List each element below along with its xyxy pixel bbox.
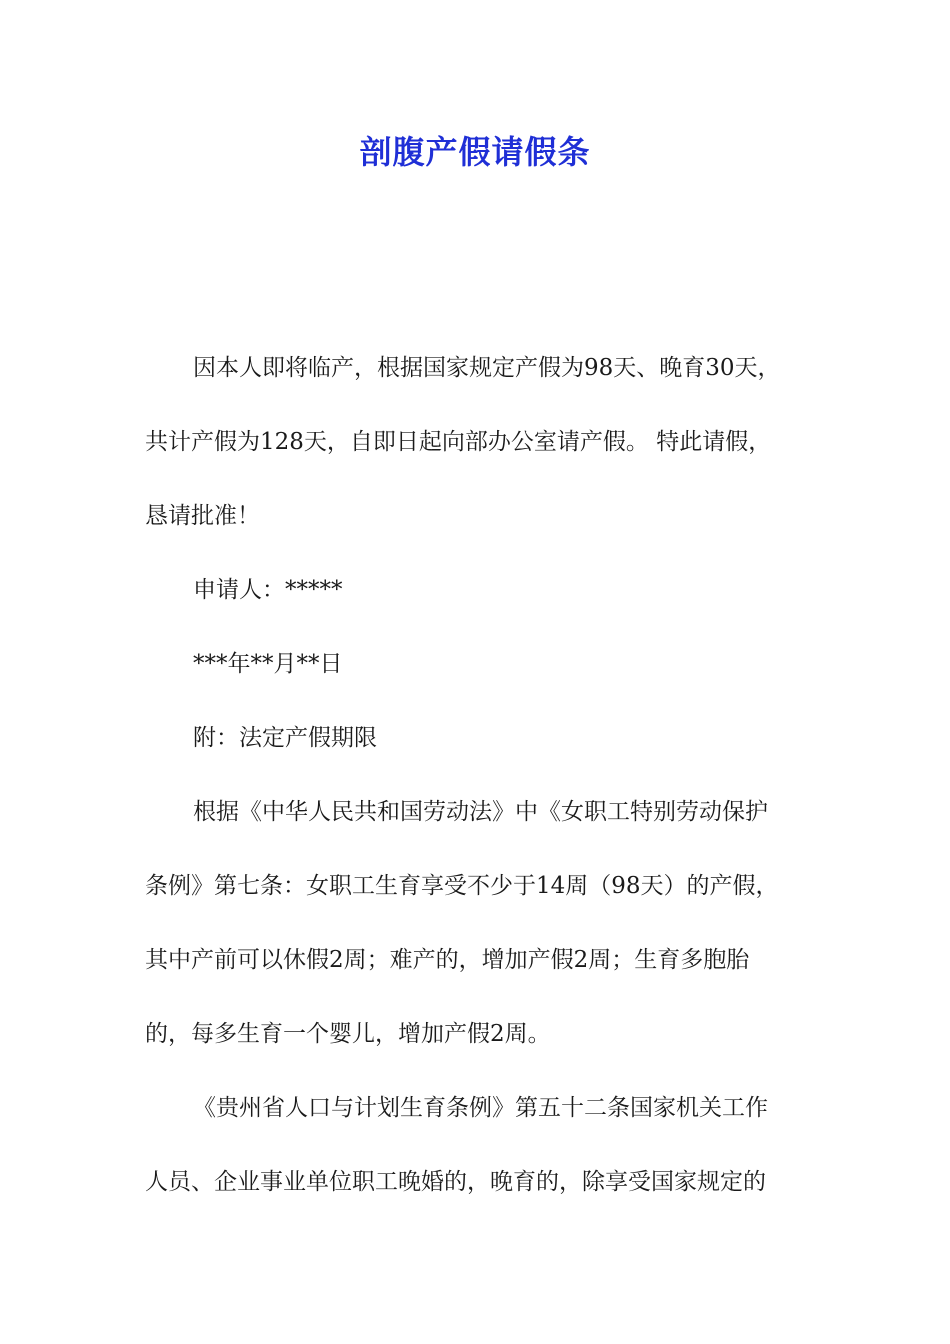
law-clause-line-4: 的，每多生育一个婴儿，增加产假2周。 <box>145 1021 551 1047</box>
province-clause-line-1: 《贵州省人口与计划生育条例》第五十二条国家机关工作 <box>193 1095 768 1121</box>
document-body <box>145 331 825 1219</box>
attachment-heading: 附：法定产假期限 <box>193 725 377 751</box>
request-line-1: 因本人即将临产，根据国家规定产假为98天、晚育30天， <box>193 355 781 381</box>
province-clause-paragraph <box>145 1071 825 1219</box>
province-clause-line-2: 人员、企业事业单位职工晚婚的，晚育的，除享受国家规定的 <box>145 1169 766 1195</box>
request-line-2: 共计产假为128天，自即日起向部办公室请产假。 特此请假， <box>145 429 772 455</box>
request-paragraph <box>145 331 825 553</box>
request-line-3: 恳请批准！ <box>145 503 260 529</box>
law-clause-paragraph <box>145 775 825 1071</box>
date-line: ***年**月**日 <box>193 651 343 677</box>
document-title: 剖腹产假请假条 <box>359 133 591 171</box>
law-clause-line-2: 条例》第七条：女职工生育享受不少于14周（98天）的产假， <box>145 873 779 899</box>
law-clause-line-3: 其中产前可以休假2周；难产的，增加产假2周；生育多胞胎 <box>145 947 750 973</box>
applicant-line: 申请人：***** <box>193 577 343 603</box>
law-clause-line-1: 根据《中华人民共和国劳动法》中《女职工特别劳动保护 <box>193 799 768 825</box>
